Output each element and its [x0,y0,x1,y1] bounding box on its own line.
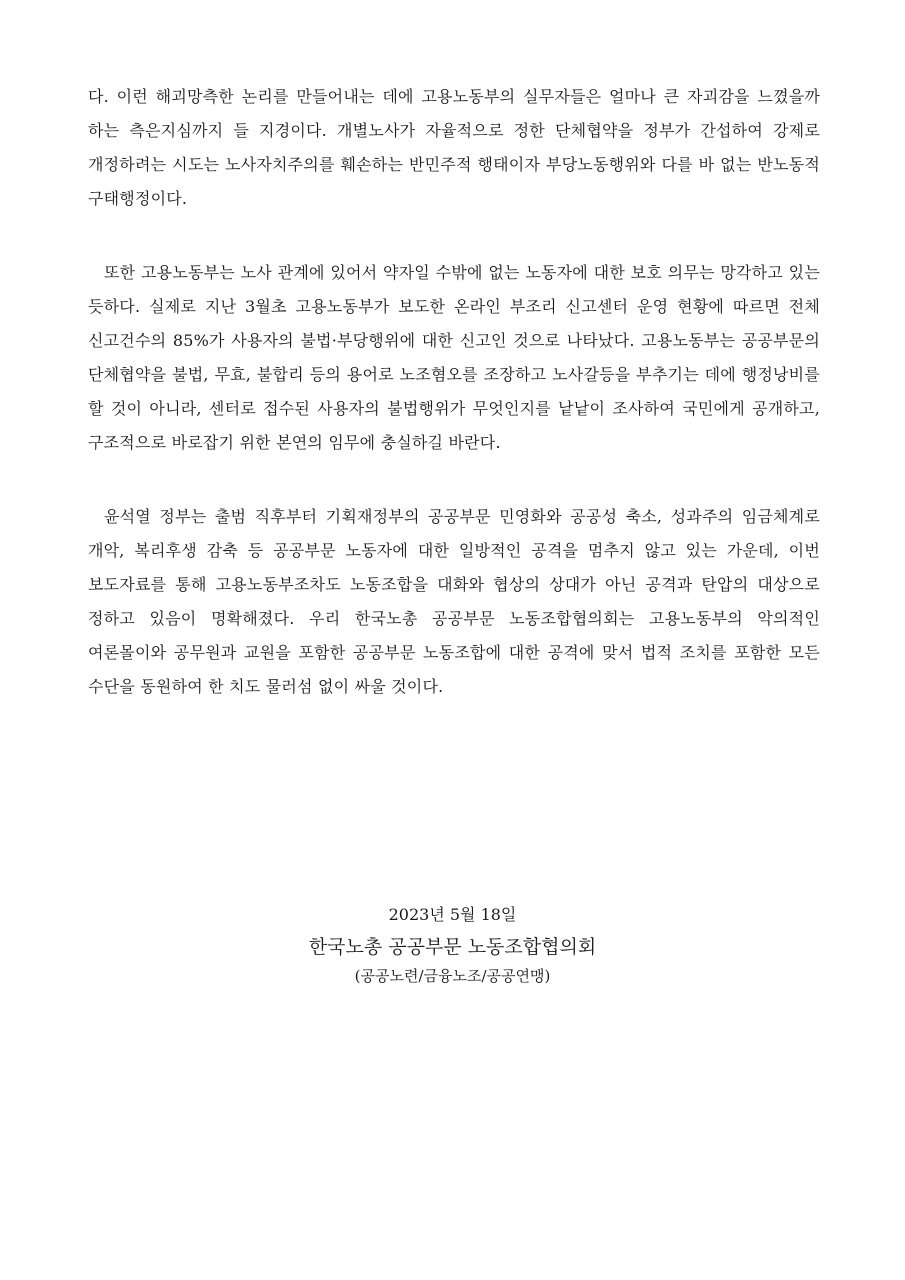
statement-body [88,80,820,744]
paragraph-3: 윤석열 정부는 출범 직후부터 기획재정부의 공공부문 민영화와 공공성 축소, 성과주의 임금체계로 개악, 복리후생 감축 등 공공부문 노동자에 대한 일방적인 공격을 멈추지 않고 있는 가운데, 이번 보도자료를 통해 고용노동부조차도 노동조합을 대화와 협상의 상대가 아닌 공격과 탄압의 대상으로 정하고 있음이 명확해졌다. 우리 한국노총 공공부문 노동조합협의회는 고용노동부의 악의적인 여론몰이와 공무원과 교원을 포함한 공공부문 노동조합에 대한 공격에 맞서 법적 조치를 포함한 모든 수단을 동원하여 한 치도 물러섬 없이 싸울 것이다. [88,507,820,696]
signature-date: 2023년 5월 18일 [388,905,517,924]
signature-members: (공공노련/금융노조/공공연맹) [354,967,551,985]
signature-block [0,900,905,988]
signature-organization: 한국노총 공공부문 노동조합협의회 [308,936,597,958]
paragraph-1: 다. 이런 해괴망측한 논리를 만들어내는 데에 고용노동부의 실무자들은 얼마나 큰 자괴감을 느꼈을까 하는 측은지심까지 들 지경이다. 개별노사가 자율적으로 정한 단체협약을 정부가 간섭하여 강제로 개정하려는 시도는 노사자치주의를 훼손하는 반민주적 행태이자 부당노동행위와 다를 바 없는 반노동적 구태행정이다. [88,87,820,208]
paragraph-2: 또한 고용노동부는 노사 관계에 있어서 약자일 수밖에 없는 노동자에 대한 보호 의무는 망각하고 있는 듯하다. 실제로 지난 3월초 고용노동부가 보도한 온라인 부조리 신고센터 운영 현황에 따르면 전체 신고건수의 85%가 사용자의 불법·부당행위에 대한 신고인 것으로 나타났다. 고용노동부는 공공부문의 단체협약을 불법, 무효, 불합리 등의 용어로 노조혐오를 조장하고 노사갈등을 부추기는 데에 행정낭비를 할 것이 아니라, 센터로 접수된 사용자의 불법행위가 무엇인지를 낱낱이 조사하여 국민에게 공개하고, 구조적으로 바로잡기 위한 본연의 임무에 충실하길 바란다. [88,263,820,452]
